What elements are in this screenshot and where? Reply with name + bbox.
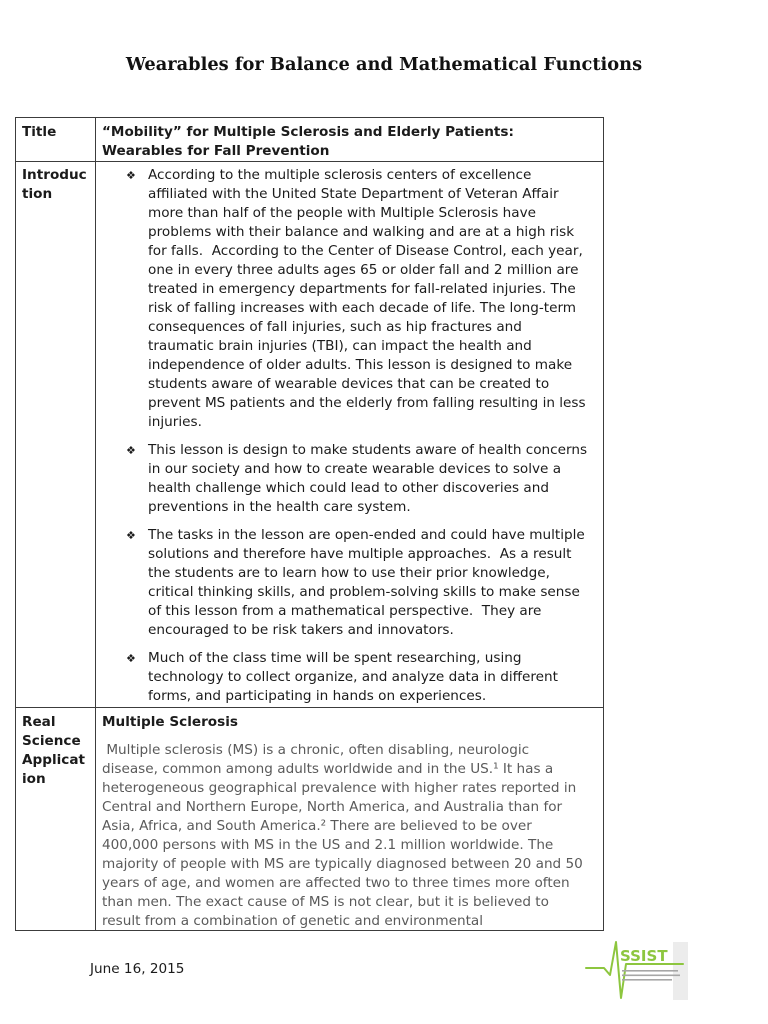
row-label-cell (16, 708, 96, 930)
paragraph-line: than men. The exact cause of MS is not clear, but it is believed to (102, 894, 549, 910)
intro-bullet-line: independence of older adults. This lesson is designed to make (148, 357, 573, 373)
intro-bullet-line: for falls. According to the Center of Disease Control, each year, (148, 243, 583, 259)
intro-bullet-line: According to the multiple sclerosis centers of excellence (148, 167, 532, 183)
paragraph-line: Central and Northern Europe, North America, and Australia than for (102, 799, 563, 815)
logo-tagline-mark (622, 975, 680, 977)
logo-tagline-mark (622, 970, 678, 972)
intro-bullet-line: critical thinking skills, and problem-solving skills to make sense (148, 584, 580, 600)
intro-bullet-line: forms, and participating in hands on experiences. (148, 688, 487, 704)
row-label-cell (16, 118, 96, 161)
intro-bullet-line: the students are to learn how to use their prior knowledge, (148, 565, 550, 581)
logo-wordmark: SSIST (620, 947, 668, 965)
intro-bullet-line: encouraged to be risk takers and innovators. (148, 622, 454, 638)
intro-bullet-line: injuries. (148, 414, 202, 430)
section-paragraph (102, 741, 603, 930)
intro-bullet-line: risk of falling increases with each decade of life. The long-term (148, 300, 577, 316)
paragraph-line: Multiple sclerosis (MS) is a chronic, often disabling, neurologic (102, 742, 530, 758)
footer-date: June 16, 2015 (90, 961, 185, 977)
diamond-bullet-icon: ❖ (126, 169, 136, 182)
row-label-introduction: tion (22, 186, 53, 202)
paragraph-line: disease, common among adults worldwide and in the US.¹ It has a (102, 761, 554, 777)
intro-bullet-line: treated in emergency departments for fall-related injuries. The (148, 281, 576, 297)
row-label-real-science-application: Science (22, 733, 81, 749)
intro-bullet-line: Much of the class time will be spent researching, using (148, 650, 522, 666)
intro-bullet-line: This lesson is design to make students aware of health concerns (148, 442, 588, 458)
lesson-table (15, 117, 604, 931)
row-label-real-science-application: ion (22, 771, 46, 787)
intro-bullet-line: consequences of fall injuries, such as hip fractures and (148, 319, 522, 335)
row-label-real-science-application: Applicat (22, 752, 86, 768)
row-content-cell (96, 118, 603, 161)
row-label-introduction: Introduc (22, 167, 87, 183)
logo-tagline-mark (622, 979, 672, 981)
paragraph-line: majority of people with MS are typically diagnosed between 20 and 50 (102, 856, 583, 872)
intro-bullet-line: The tasks in the lesson are open-ended and could have multiple (148, 527, 585, 543)
intro-bullet-line: in our society and how to create wearable devices to solve a (148, 461, 562, 477)
diamond-bullet-icon: ❖ (126, 529, 136, 542)
paragraph-line: result from a combination of genetic and environmental (102, 913, 484, 929)
intro-bullet-line: preventions in the health care system. (148, 499, 411, 515)
intro-bullet-line: solutions and therefore have multiple approaches. As a result (148, 546, 572, 562)
paragraph-line: 400,000 persons with MS in the US and 2.1 million worldwide. The (102, 837, 554, 853)
assist-logo (583, 936, 689, 1004)
intro-bullet-line: technology to collect organize, and analyze data in different (148, 669, 558, 685)
lesson-title-line: Wearables for Fall Prevention (102, 143, 330, 159)
table-row-title (16, 118, 603, 162)
row-label-title: Title (22, 124, 57, 140)
document-title: Wearables for Balance and Mathematical Functions (125, 54, 643, 75)
section-heading: Multiple Sclerosis (102, 714, 238, 730)
diamond-bullet-icon: ❖ (126, 444, 136, 457)
intro-bullet-line: more than half of the people with Multiple Sclerosis have (148, 205, 536, 221)
intro-bullet (126, 649, 603, 706)
diamond-bullet-icon: ❖ (126, 652, 136, 665)
intro-bullet (126, 166, 603, 432)
intro-bullet-line: problems with their balance and walking and are at a high risk (148, 224, 575, 240)
intro-bullet-line: one in every three adults ages 65 or older fall and 2 million are (148, 262, 579, 278)
intro-bullet (126, 526, 603, 640)
table-row-introduction (16, 162, 603, 708)
row-content-cell (96, 162, 603, 707)
row-label-cell (16, 162, 96, 707)
intro-bullet-line: of this lesson from a mathematical perspective. They are (148, 603, 542, 619)
paragraph-line: years of age, and women are affected two to three times more often (102, 875, 570, 891)
row-content-cell (96, 708, 603, 930)
row-label-real-science-application: Real (22, 714, 56, 730)
table-row-real-science-application (16, 708, 603, 930)
paragraph-line: heterogeneous geographical prevalence with higher rates reported in (102, 780, 577, 796)
lesson-title-line: “Mobility” for Multiple Sclerosis and Elderly Patients: (102, 124, 514, 140)
intro-bullet-line: prevent MS patients and the elderly from falling resulting in less (148, 395, 586, 411)
intro-bullet-line: health challenge which could lead to other discoveries and (148, 480, 549, 496)
intro-bullet (126, 441, 603, 517)
intro-bullet-line: students aware of wearable devices that can be created to (148, 376, 550, 392)
intro-bullet-line: affiliated with the United State Department of Veteran Affair (148, 186, 559, 202)
intro-bullet-line: traumatic brain injuries (TBI), can impact the health and (148, 338, 532, 354)
paragraph-line: Asia, Africa, and South America.² There are believed to be over (102, 818, 532, 834)
